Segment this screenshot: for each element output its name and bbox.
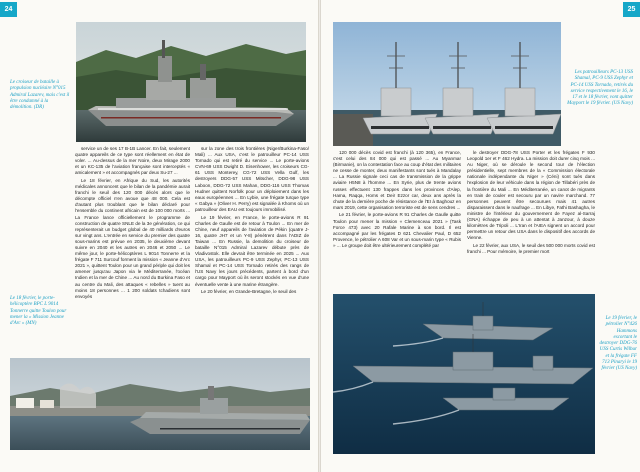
paragraph: Le 21 février, le porte-avions R 91 Charles de Gaulle quitte Toulon pour mener la mission « Clemenceau 2021 » (Task Force 473) avec 20 Rafale Marine à son bord. Il est accompagné par les frégates D 621 Chevalier Paul, D 652 Provence, le pétrolier A 608 Var et un sous-marin type « Rubis » ... Le groupe doit être ultérieurement complété par (333, 212, 461, 248)
left-page-number: 24 (0, 2, 17, 17)
paragraph: Le 19 février, en France, le porte-avions R 91 Charles de Gaulle est de retour à Toulon ... En mer de Chine, neuf appareils de l'aviation de Pékin (quatre J-16, quatre JH7 et un Y-8) pénètrent dans l'ADIZ de Taiwan ... En Russie, la demolition du croiseur de bataille N°015 Admiral Lazarev débute près de Vladivostok. Elle devrait être terminée en 2025 ... Aux USA, les patrouilleurs PC-9 USS Zephyr, PC-13 USS Shamal et PC-14 USS Tornado retirés des rangs de l'US Navy les jours précédents, partent à bord d'un cargo pour Mayport où ils seront stockés en vue d'une éventuelle vente à une marine étrangère. (195, 214, 309, 287)
right-text-column-1 (333, 150, 461, 251)
paragraph: le destroyer DDG-78 USS Porter et les frégates F 930 Leopold 1er et F 462 Hydra. La mission doit durer cinq mois ... Au Niger, où se déroule le second tour de l'élection présidentielle, sept membres de la « Commission électorale nationale indépendante du Niger » (Céni) sont tués dans l'explosion de leur véhicule dans la région de Tillabéri près de la frontière du Mali ... En Méditerranée, un canot de migrants en train de couler est secouru par un navire marchand. 77 personnes peuvent être secourues mais 41 autres disparaissent dans le naufrage ... En Libye, Fathi Bashagha, le ministre de l'intérieur du gouvernement de Fayez al-Sarraj (GNA) échappe de peu à un attentat à Janzour, à douze kilomètres de Tripoli ... L'Iran et l'AIEA signent un accord pour permettre un retour des USA dans le dispositif des accords de Vienne. (467, 150, 595, 241)
left-text-column-1 (75, 146, 190, 301)
bottom-photo-caption: Le 18 février, le porte-hélicoptère BPC L 9014 Tonnerre quitte Toulon pour mener la « Mission Jeanne d'Arc » (MN) (10, 296, 67, 327)
cruiser-photo (76, 22, 306, 142)
right-page (321, 0, 640, 472)
left-page (0, 0, 318, 472)
paragraph: Le 18 février, en Afrique du Sud, les autorités médicales annoncent que le bilan de la pandémie aurait franchi le seuil des 120 000 décès alors que le décompte officiel n'en avoue que 48 000. Cela est d'autant plus troublant que le bilan déclaré pour l'ensemble du continent africain est de 100 000 morts ... La France lance officiellement le programme de construction de quatre SNLE de la 3e génération, ce qui représenterait un budget global de 40 milliards d'euros sur vingt ans. L'entrée en service du premier des quatre sous-marins est prévue en 2035, le deuxième devant suivre en 2040 et les autres en 2046 et 2050 ... Le même jour, le porte-hélicoptères L 9014 Tonnerre et la frégate F 711 Surcouf forment la mission « Jeanne d'Arc 2021 », quittent Toulon pour un grand périple qui doit les amener jusqu'au Japon via le Méditerranée, l'océan Indien et la mer de Chine ... Au nord du Burkina Faso et au centre du Mali, des attaques « rebelles » tuent au moins 18 personnes ... 1 200 soldats tchadiens sont envoyés (75, 177, 190, 299)
patrol-boats-photo (333, 22, 561, 146)
top-photo-caption: Les patrouilleurs PC-13 USS Shamal, PC-9 USS Zephyr et PC-14 USS Tornado, retirés du service respectivement le 16, le 17 et le 18 février, vont quitter Mayport le 19 février. (US Navy) (567, 70, 633, 107)
paragraph: 120 000 décès covid est franchi (à 120 365), en France, c'est celui des 84 000 qui est passé ... Au Myanmar (Birmanie), on la contestation face au coup d'état des militaires ne cesse de monter, deux manifestants sont tués à Mandalay ... La Russie signale ceci cas de transmission de la grippe aviaire H5N8 à l'homme ... En Syrie, plus de trente avions russes effectuent 130 frappes dans les provinces d'Alep, Hama, Raqqa, Homs et Deir Ezzor car, deux ans après la chute de la dernière poche de résistance de l'EI à Baghouz en mars 2019, cette organisation terroriste est de sens cendres ... (333, 150, 461, 210)
right-page-number: 25 (623, 2, 640, 17)
top-photo-caption: Le croiseur de bataille à propulsion nucléaire N°015 Admiral Lazarev, mais c'est il être condamné à la démolition. (DR) (10, 80, 70, 111)
right-text-column-2 (467, 150, 595, 257)
paragraph: service un de ses 17 B-1B Lancer. En fait, seulement quatre appareils de ce type sont réellement en état de voler. ... Au-dessus de la mer Noire, deux Mirage 2000 et un KC-135 de l'aviation française sont interceptés « amicalement » et accompagnés par deux Su-27 ... (75, 146, 190, 176)
bottom-photo-caption: Le 19 février, le pétrolier N°426 Hammons escortant le destroyer DDG-76 USS Curtis Wilbur et la frégate FF 713 Pinaryi le 19 février (US Navy) (599, 316, 637, 372)
paragraph: sur la zone des trois frontières (Niger/Burkina-Faso/ Mali) ... Aux USA, c'est le patrouilleur PC-14 USS Tornado qui est retiré du service ... Le porte-avions CVN-69 USS Dwight D. Eisenhower, les croiseurs CG-61 USS Monterey, CG-72 USS Vella Gulf, les destroyers DDG-57 USS Mitscher, DDG-98 USS Laboon, DDG-72 USS Mahan, DDG-116 USS Thomas Hudner quittent Norfolk pour un déploiement dans les eaux européennes ... En Lybie, une frégate turque type « Gabya » (Oliver H. Perry) est signalée à Khoms où un patrouilleur des EAU est toujours immobilisé. (195, 146, 309, 212)
replenishment-photo (333, 294, 595, 454)
paragraph: Le 22 février, aux USA, le seuil des 500 000 morts covid est franchi ... Pour mémoire, le premier mort (467, 242, 595, 254)
paragraph: Le 20 février, en Grande-Bretagne, le seuil des (201, 289, 297, 295)
helicopter-carrier-photo (10, 358, 310, 450)
left-text-column-2 (195, 146, 309, 297)
